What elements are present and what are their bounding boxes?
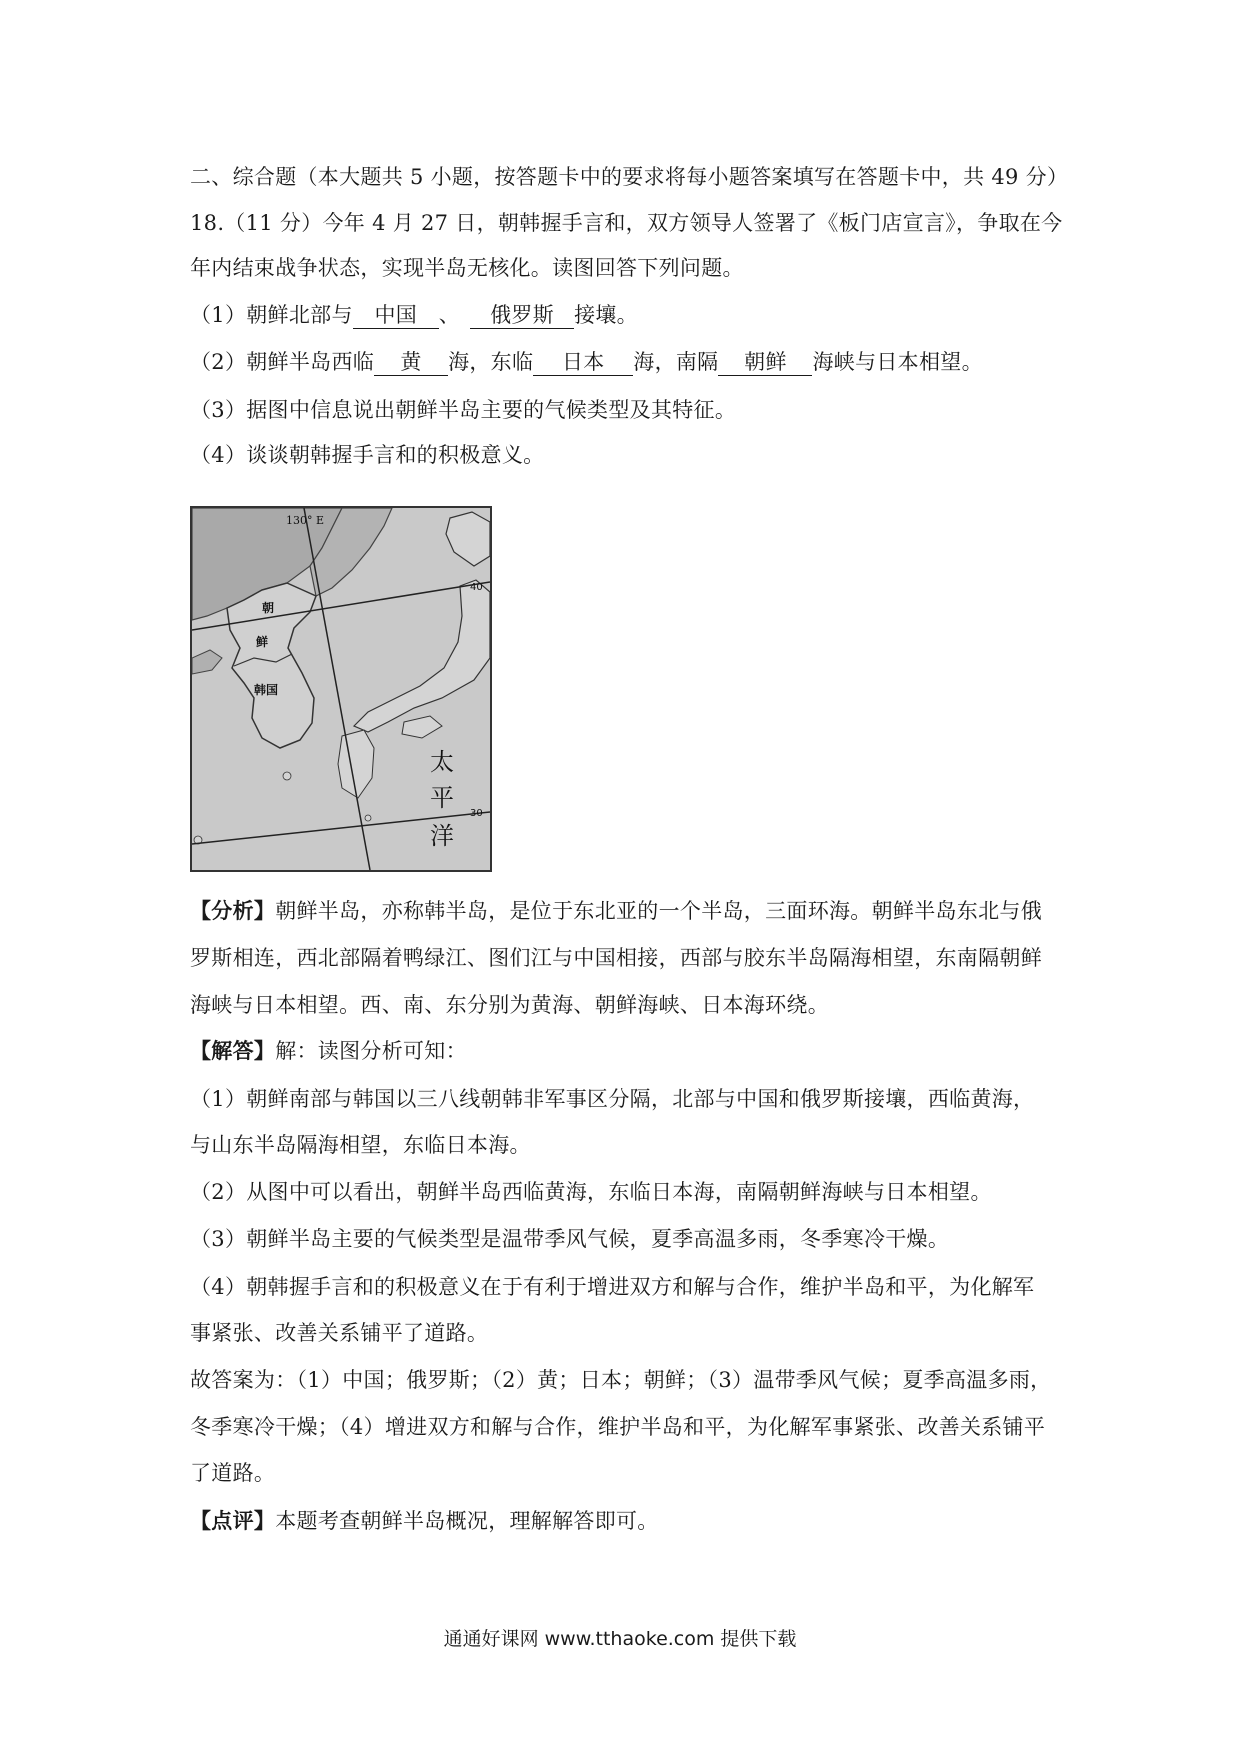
question-3: （3）据图中信息说出朝鲜半岛主要的气候类型及其特征。	[190, 398, 737, 422]
solution-a4-line-1: （4）朝韩握手言和的积极意义在于有利于增进双方和解与合作，维护半岛和平，为化解军	[190, 1275, 1035, 1299]
q2-answer-blank-1: 黄	[374, 349, 448, 376]
analysis-line-1	[190, 896, 1070, 926]
question-line-2: 年内结束战争状态，实现半岛无核化。读图回答下列问题。	[190, 256, 744, 280]
final-answer-line-3: 了道路。	[190, 1461, 276, 1485]
analysis-text-1: 朝鲜半岛，亦称韩半岛，是位于东北亚的一个半岛，三面环海。朝鲜半岛东北与俄	[275, 899, 1042, 923]
solution-a2: （2）从图中可以看出，朝鲜半岛西临黄海，东临日本海，南隔朝鲜海峡与日本相望。	[190, 1180, 992, 1204]
latitude-label-30: 30	[470, 808, 483, 819]
analysis-line-3: 海峡与日本相望。西、南、东分别为黄海、朝鲜海峡、日本海环绕。	[190, 993, 829, 1017]
map-drawing	[192, 508, 490, 870]
q2-mid-1: 海，东临	[448, 350, 534, 374]
page-footer: 通通好课网 www.tthaoke.com 提供下载	[443, 1628, 797, 1650]
comment-text: 本题考查朝鲜半岛概况，理解解答即可。	[275, 1509, 659, 1533]
question-1	[190, 300, 1070, 330]
q1-separator: 、	[438, 303, 461, 327]
comment-label: 【点评】	[190, 1508, 276, 1533]
analysis-label: 【分析】	[190, 898, 276, 923]
question-2	[190, 347, 1070, 377]
q2-suffix: 海峡与日本相望。	[812, 350, 983, 374]
question-4: （4）谈谈朝韩握手言和的积极意义。	[190, 443, 545, 467]
solution-a3: （3）朝鲜半岛主要的气候类型是温带季风气候，夏季高温多雨，冬季寒冷干燥。	[190, 1227, 950, 1251]
final-answer-line-1: 故答案为：（1）中国；俄罗斯；（2）黄；日本；朝鲜；（3）温带季风气候；夏季高温多雨，	[190, 1368, 1052, 1392]
label-south-korea: 韩国	[254, 683, 279, 697]
q2-mid-2: 海，南隔	[633, 350, 719, 374]
q2-prefix: （2）朝鲜半岛西临	[190, 350, 375, 374]
solution-intro-text: 解：读图分析可知：	[275, 1039, 467, 1063]
section-title: 二、综合题（本大题共 5 小题，按答题卡中的要求将每小题答案填写在答题卡中，共 49 分）	[190, 165, 1069, 189]
label-pacific-3: 洋	[430, 822, 454, 850]
analysis-line-2: 罗斯相连，西北部隔着鸭绿江、图们江与中国相接，西部与胶东半岛隔海相望，东南隔朝鲜	[190, 946, 1042, 970]
q1-prefix: （1）朝鲜北部与	[190, 303, 353, 327]
latitude-label-40: 40	[470, 582, 483, 593]
q1-answer-blank-2: 俄罗斯	[470, 302, 574, 329]
q2-answer-blank-2: 日本	[533, 349, 633, 376]
final-answer-line-2: 冬季寒冷干燥；（4）增进双方和解与合作，维护半岛和平，为化解军事紧张、改善关系铺平	[190, 1415, 1046, 1439]
label-pacific-1: 太	[430, 748, 454, 776]
solution-label: 【解答】	[190, 1038, 276, 1063]
q2-answer-blank-3: 朝鲜	[718, 349, 812, 376]
solution-a1-line-2: 与山东半岛隔海相望，东临日本海。	[190, 1133, 531, 1157]
q1-answer-blank-1: 中国	[353, 302, 439, 329]
q1-suffix: 接壤。	[574, 303, 638, 327]
comment-line	[190, 1506, 1070, 1536]
solution-intro	[190, 1036, 1070, 1066]
label-north-korea-2: 鲜	[256, 635, 269, 649]
korea-peninsula-map	[190, 506, 492, 872]
solution-a1-line-1: （1）朝鲜南部与韩国以三八线朝韩非军事区分隔，北部与中国和俄罗斯接壤，西临黄海，	[190, 1087, 1035, 1111]
longitude-label: 130° E	[286, 514, 325, 527]
question-line-1: 18.（11 分）今年 4 月 27 日，朝韩握手言和，双方领导人签署了《板门店宣言》，争取在今	[190, 211, 1063, 235]
label-north-korea-1: 朝	[262, 601, 275, 615]
solution-a4-line-2: 事紧张、改善关系铺平了道路。	[190, 1321, 489, 1345]
label-pacific-2: 平	[430, 784, 454, 812]
